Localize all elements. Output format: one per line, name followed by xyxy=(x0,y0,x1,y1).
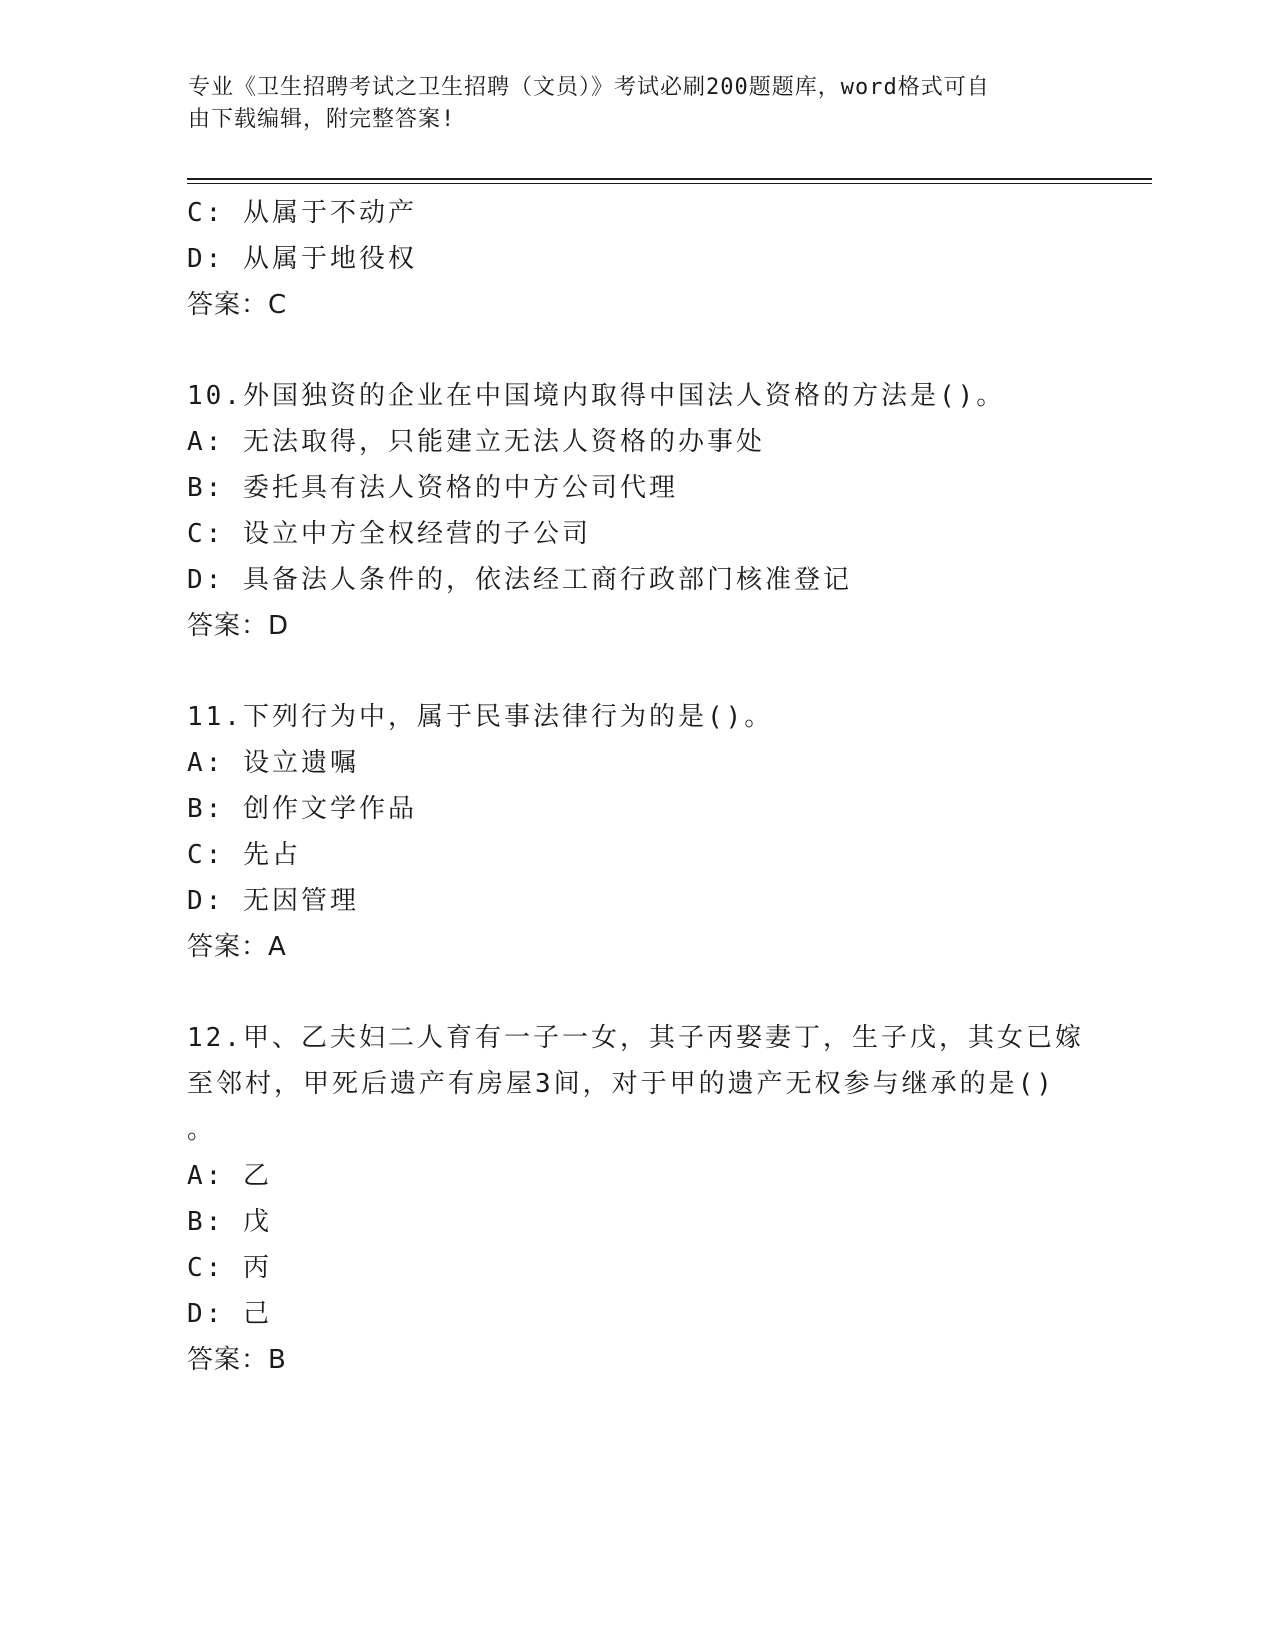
question-content xyxy=(187,190,1087,1383)
spacer xyxy=(187,328,1087,373)
spacer xyxy=(187,970,1087,1015)
option-c: C: 丙 xyxy=(187,1253,272,1283)
question-stem-line-1: 12.甲、乙夫妇二人育有一子一女，其子丙娶妻丁，生子戊，其女已嫁 xyxy=(187,1023,1084,1053)
header-rule-thick xyxy=(187,178,1152,180)
answer-line: 答案：A xyxy=(187,932,287,962)
question-stem-line-2: 至邻村，甲死后遗产有房屋3间，对于甲的遗产无权参与继承的是() xyxy=(187,1069,1055,1099)
question-stem: 10.外国独资的企业在中国境内取得中国法人资格的方法是()。 xyxy=(187,381,1006,411)
answer-line: 答案：D xyxy=(187,611,290,641)
option-d: D: 无因管理 xyxy=(187,886,359,916)
option-a: A: 设立遗嘱 xyxy=(187,748,359,778)
page-header xyxy=(188,72,1068,136)
answer-line: 答案：B xyxy=(187,1345,287,1375)
option-c: C: 从属于不动产 xyxy=(187,198,417,228)
option-d: D: 具备法人条件的，依法经工商行政部门核准登记 xyxy=(187,565,852,595)
question-stem-line-3: 。 xyxy=(187,1115,217,1145)
option-b: B: 创作文学作品 xyxy=(187,794,417,824)
option-c: C: 设立中方全权经营的子公司 xyxy=(187,519,591,549)
question-stem: 11.下列行为中，属于民事法律行为的是()。 xyxy=(187,702,774,732)
spacer xyxy=(187,649,1087,694)
header-line-2: 由下载编辑，附完整答案! xyxy=(188,107,456,132)
question-12 xyxy=(187,1015,1087,1383)
option-b: B: 委托具有法人资格的中方公司代理 xyxy=(187,473,678,503)
header-rule-thin xyxy=(187,183,1152,184)
option-c: C: 先占 xyxy=(187,840,301,870)
option-a: A: 乙 xyxy=(187,1161,272,1191)
option-d: D: 己 xyxy=(187,1299,272,1329)
continued-question xyxy=(187,190,1087,328)
question-10 xyxy=(187,373,1087,649)
option-b: B: 戊 xyxy=(187,1207,272,1237)
option-a: A: 无法取得，只能建立无法人资格的办事处 xyxy=(187,427,765,457)
answer-line: 答案：C xyxy=(187,290,288,320)
header-line-1: 专业《卫生招聘考试之卫生招聘（文员）》考试必刷200题题库，word格式可自 xyxy=(188,75,990,100)
option-d: D: 从属于地役权 xyxy=(187,244,417,274)
question-11 xyxy=(187,694,1087,970)
